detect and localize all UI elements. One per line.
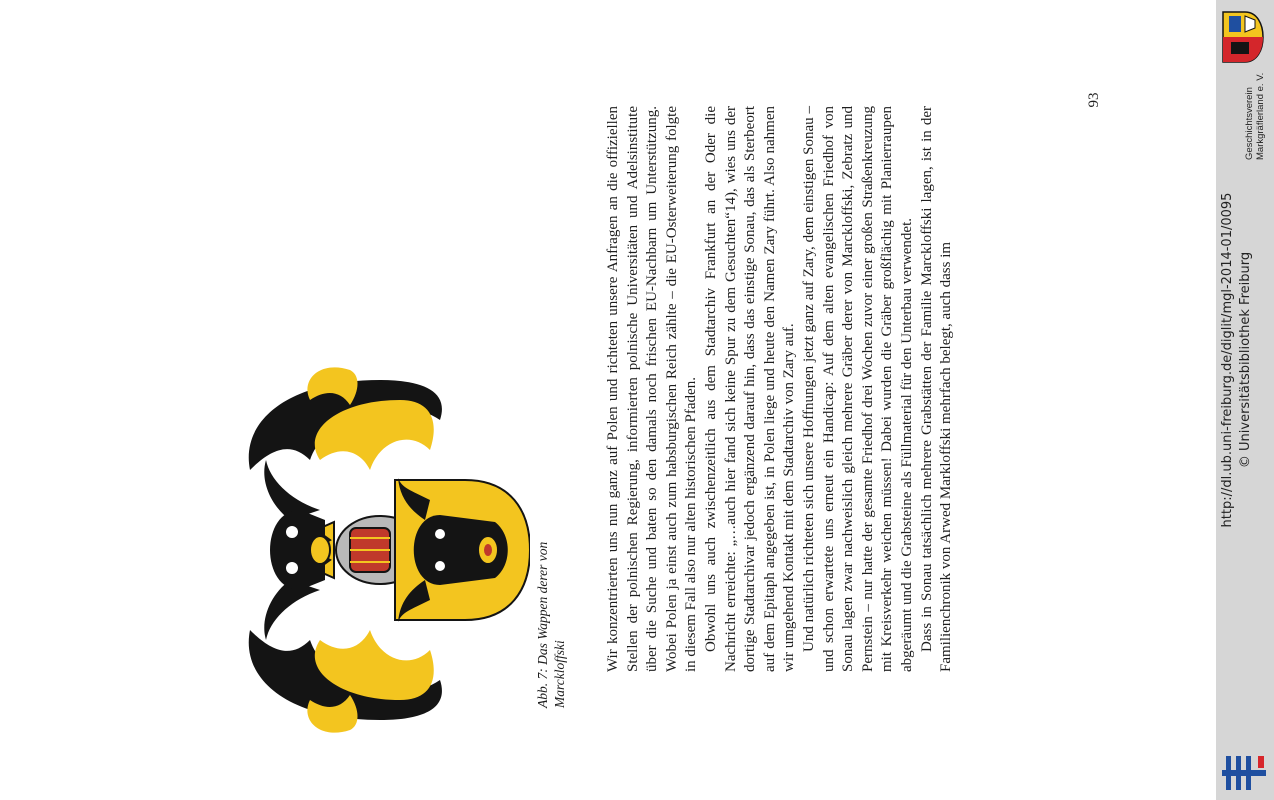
viewer-sidebar bbox=[1216, 0, 1274, 800]
society-name-line: Markgräflerland e. V. bbox=[1255, 72, 1266, 160]
paragraph: Obwohl uns auch zwischenzeitlich aus dem Stadtarchiv Frankfurt an der Oder die Nachricht erreichte: „…auch hier fand sich keine Spur zu dem Gesuchten“14), wies uns der dortige Stadtarchivar jedoch ergänzend darauf hin, dass das einstige Sonau, das als Sterbeort auf dem Epitaph angegeben ist, in Polen liege und heute den Namen Zary führt. Also nahmen wir umgehend Kontakt mit dem Stadtarchiv von Zary auf. bbox=[702, 106, 798, 672]
ub-freiburg-logo-icon bbox=[1220, 752, 1270, 794]
paragraph: Und natürlich richteten sich unsere Hoffnungen jetzt ganz auf Zary, dem einstigen Sonau – und schon erwartete uns erneut ein Handicap: Auf dem alten evangelischen Friedhof von Sonau lagen zwar nachweislich gleich mehrere Gräber derer von Marckloffski, Zebratz und Pernstein – nur hatte der gesamte Friedhof drei Wochen zuvor einer großen Straßenkreuzung mit Kreisverkehr weichen müssen! Dabei wurden die Gräber großflächig mit Planierraupen abgeräumt und die Grabsteine als Füllmaterial für den Unterbau verwendet. bbox=[800, 106, 915, 672]
caption-line: Abb. 7: Das Wappen derer von bbox=[535, 541, 550, 708]
society-name-line: Geschichtsverein bbox=[1244, 87, 1255, 160]
caption-line: Marckloffski bbox=[552, 640, 567, 708]
figure-caption bbox=[534, 528, 568, 708]
page-number: 93 bbox=[1086, 92, 1102, 108]
coat-of-arms-icon bbox=[230, 360, 530, 740]
body-text bbox=[604, 106, 957, 672]
paragraph: Dass in Sonau tatsächlich mehrere Grabstätten der Familie Marckloffski lagen, ist in der Familienchronik von Arwed Markloffski mehrfach belegt, auch dass im bbox=[918, 106, 955, 672]
source-url-link[interactable]: http://dl.ub.uni-freiburg.de/diglit/mgl-2014-01/0095 bbox=[1220, 192, 1235, 528]
society-crest-icon bbox=[1219, 6, 1265, 68]
copyright-text: © Universitätsbibliothek Freiburg bbox=[1238, 251, 1253, 469]
paragraph: Wir konzentrierten uns nun ganz auf Polen und richteten unsere Anfragen an die offiziellen Stellen der polnischen Regierung, informierten polnische Universitäten und Adelsinstitute über die Suche und baten so den damals noch frischen EU-Nachbarn um Unterstützung. Wobei Polen ja einst auch zum habsburgischen Reich zählte – die EU-Osterweiterung folgte in diesem Fall also nur alten historischen Pfaden. bbox=[605, 106, 700, 672]
sidebar-content bbox=[1216, 0, 1274, 800]
